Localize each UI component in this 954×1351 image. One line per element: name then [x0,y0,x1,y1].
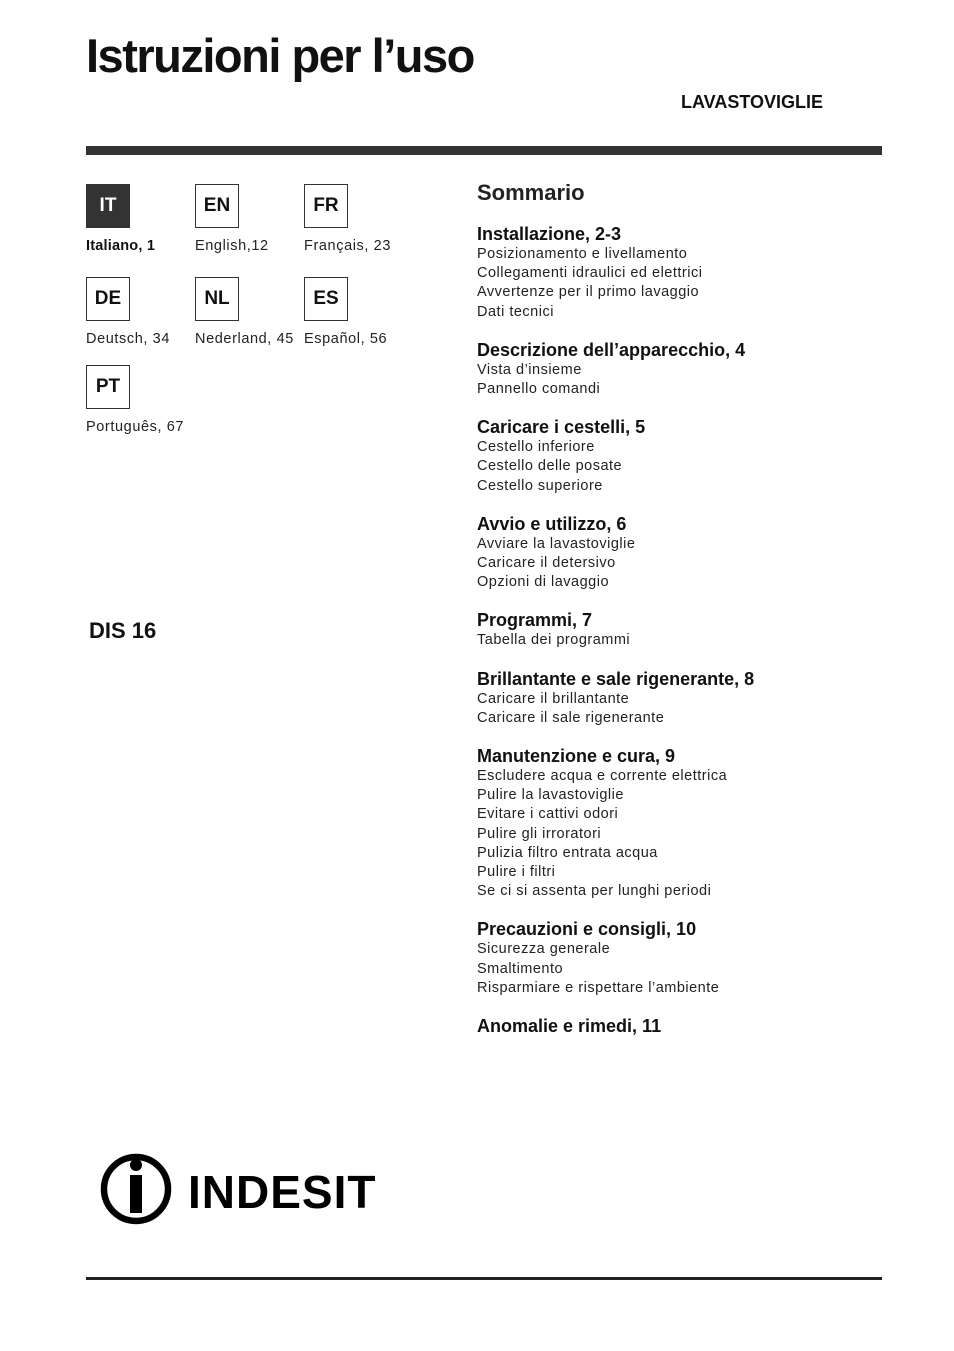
toc-section-title: Manutenzione e cura, 9 [477,746,676,767]
header-divider [86,146,882,155]
logo-text: INDESIT [188,1166,375,1218]
toc-section-title: Anomalie e rimedi, 11 [477,1016,662,1037]
language-entry-nl [195,277,315,347]
toc-item: Tabella dei programmi [477,632,631,649]
toc-item: Caricare il sale rigenerante [477,709,665,726]
language-label: Nederland, 45 [195,331,294,347]
toc-item: Cestello inferiore [477,439,595,456]
model-name: DIS 16 [89,618,157,643]
toc-item: Pulire la lavastoviglie [477,787,624,804]
toc-section-title: Installazione, 2-3 [477,224,622,244]
toc-item: Avvertenze per il primo lavaggio [477,284,700,301]
language-label: English,12 [195,238,269,254]
language-code-box: FR [304,184,348,228]
toc-section-title: Descrizione dell’apparecchio, 4 [477,339,746,360]
toc-item: Cestello delle posate [477,458,623,475]
language-entry-it [86,184,206,254]
toc-section [477,513,877,593]
toc-section [477,416,877,496]
toc-item: Posizionamento e livellamento [477,246,688,262]
toc-item: Dati tecnici [477,303,554,320]
toc-item: Se ci si assenta per lunghi periodi [477,883,712,900]
toc-item: Risparmiare e rispettare l’ambiente [477,979,720,996]
indesit-logo [100,1152,375,1232]
toc-section [477,609,877,650]
toc-item: Opzioni di lavaggio [477,574,610,591]
language-code-box: EN [195,184,239,228]
language-entry-pt [86,365,206,435]
toc-sections [477,223,877,1037]
toc-item: Pannello comandi [477,381,601,398]
toc-section-title: Caricare i cestelli, 5 [477,417,646,438]
toc-section [477,223,877,322]
language-code-box: NL [195,277,239,321]
toc-item: Collegamenti idraulici ed elettrici [477,265,703,282]
toc-section-title: Avvio e utilizzo, 6 [477,513,627,534]
language-code-box: ES [304,277,348,321]
toc-item: Smaltimento [477,960,564,977]
toc-section-title: Programmi, 7 [477,610,593,631]
language-label: Español, 56 [304,331,388,347]
toc-section [477,745,877,901]
language-entry-fr [304,184,424,254]
toc-item: Escludere acqua e corrente elettrica [477,768,728,785]
toc-item: Evitare i cattivi odori [477,806,619,823]
language-label: Français, 23 [304,238,391,254]
toc-section [477,918,877,998]
language-entry-es [304,277,424,347]
language-label: Italiano, 1 [86,238,156,254]
language-code-box: DE [86,277,130,321]
toc-heading: Sommario [477,180,585,205]
toc-section-title: Precauzioni e consigli, 10 [477,919,697,940]
language-entry-de [86,277,206,347]
language-code-box: IT [86,184,130,228]
language-label: Deutsch, 34 [86,331,170,347]
indesit-logo-icon [100,1152,375,1227]
toc-item: Vista d’insieme [477,361,582,378]
toc-item: Sicurezza generale [477,941,611,958]
language-code-box: PT [86,365,130,409]
language-entry-en [195,184,315,254]
toc-item: Pulizia filtro entrata acqua [477,844,658,861]
footer-divider [86,1277,882,1280]
toc-item: Cestello superiore [477,477,603,494]
table-of-contents [477,180,877,1054]
toc-section [477,339,877,399]
toc-section [477,668,877,728]
toc-section-title: Brillantante e sale rigenerante, 8 [477,668,755,689]
toc-item: Pulire i filtri [477,864,556,881]
toc-item: Pulire gli irroratori [477,825,602,842]
product-category: LAVASTOVIGLIE [681,92,824,112]
toc-item: Caricare il brillantante [477,690,630,707]
toc-item: Caricare il detersivo [477,555,616,572]
toc-section [477,1015,877,1037]
language-label: Português, 67 [86,419,185,435]
page-title: Istruzioni per l’uso [86,29,474,82]
toc-item: Avviare la lavastoviglie [477,535,636,552]
